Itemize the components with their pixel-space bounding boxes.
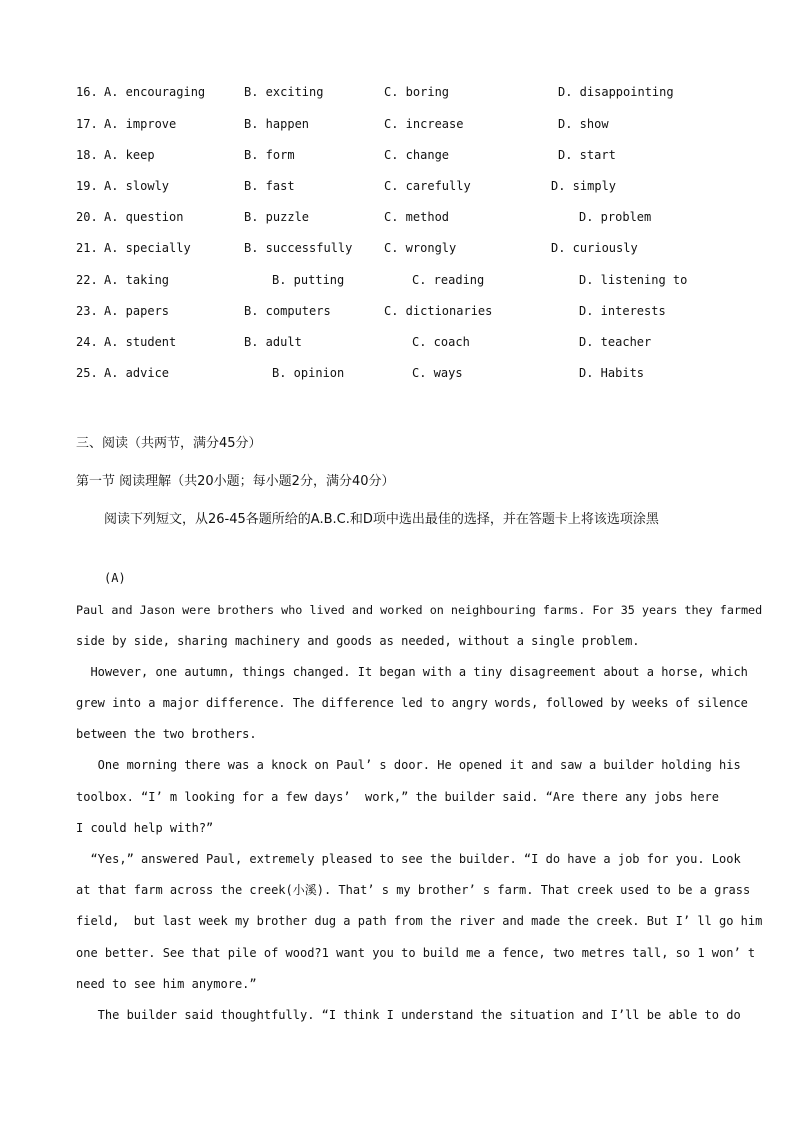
passage-label: (A) <box>104 571 126 585</box>
option-a: A. question <box>104 210 184 224</box>
option-d: D. curiously <box>551 241 638 255</box>
option-b: B. form <box>244 148 295 162</box>
question-row-17 <box>0 114 609 134</box>
question-row-22 <box>0 270 688 290</box>
passage-line: The builder said thoughtfully. “I think I understand the situation and I’ll be able to do <box>76 1008 741 1022</box>
passage-line: field, but last week my brother dug a path from the river and made the creek. But I’ ll go him <box>76 914 763 928</box>
option-b: B. happen <box>244 117 310 131</box>
option-b: B. exciting <box>244 85 324 99</box>
question-row-25 <box>0 363 645 383</box>
passage-line: I could help with?” <box>76 821 214 835</box>
option-d: D. interests <box>579 304 666 318</box>
option-a: A. taking <box>104 273 170 287</box>
passage-line: between the two brothers. <box>76 727 257 741</box>
option-d: D. simply <box>551 179 617 193</box>
passage-line: at that farm across the creek(小溪). That’ s my brother’ s farm. That creek used to be a grass <box>76 883 751 897</box>
passage-line: need to see him anymore.” <box>76 977 257 991</box>
question-number: 17. <box>76 117 98 131</box>
option-d: D. start <box>558 148 616 162</box>
option-d: D. problem <box>579 210 652 224</box>
option-b: B. successfully <box>244 241 353 255</box>
passage-line: side by side, sharing machinery and goods as needed, without a single problem. <box>76 634 640 648</box>
option-b: B. puzzle <box>244 210 310 224</box>
option-c: C. reading <box>412 273 485 287</box>
option-a: A. student <box>104 335 177 349</box>
option-b: B. opinion <box>272 366 345 380</box>
option-b: B. putting <box>272 273 345 287</box>
option-d: D. Habits <box>579 366 645 380</box>
passage-line: Paul and Jason were brothers who lived and worked on neighbouring farms. For 35 years they farmed <box>76 603 763 617</box>
section-subtitle: 第一节 阅读理解（共20小题；每小题2分，满分40分） <box>76 474 395 489</box>
option-a: A. slowly <box>104 179 170 193</box>
option-a: A. specially <box>104 241 191 255</box>
section-title: 三、阅读（共两节，满分45分） <box>76 436 262 451</box>
question-number: 18. <box>76 148 98 162</box>
question-number: 16. <box>76 85 98 99</box>
option-c: C. boring <box>384 85 450 99</box>
option-c: C. carefully <box>384 179 471 193</box>
question-number: 22. <box>76 273 98 287</box>
passage-line: grew into a major difference. The difference led to angry words, followed by weeks of silence <box>76 696 748 710</box>
option-a: A. advice <box>104 366 170 380</box>
question-number: 19. <box>76 179 98 193</box>
question-row-24 <box>0 332 652 352</box>
option-b: B. adult <box>244 335 302 349</box>
option-a: A. improve <box>104 117 177 131</box>
passage-line: One morning there was a knock on Paul’ s door. He opened it and saw a builder holding his <box>76 758 741 772</box>
option-c: C. increase <box>384 117 464 131</box>
option-c: C. method <box>384 210 450 224</box>
option-c: C. wrongly <box>384 241 457 255</box>
option-d: D. show <box>558 117 609 131</box>
option-b: B. fast <box>244 179 295 193</box>
question-number: 23. <box>76 304 98 318</box>
section-instruction: 阅读下列短文，从26-45各题所给的A.B.C.和D项中选出最佳的选择，并在答题卡上将该选项涂黑 <box>104 512 659 527</box>
option-c: C. coach <box>412 335 470 349</box>
question-row-19 <box>0 176 617 196</box>
passage-line: toolbox. “I’ m looking for a few days’ work,” the builder said. “Are there any jobs here <box>76 790 719 804</box>
question-row-18 <box>0 145 616 165</box>
option-d: D. teacher <box>579 335 652 349</box>
option-a: A. papers <box>104 304 170 318</box>
passage-line: “Yes,” answered Paul, extremely pleased to see the builder. “I do have a job for you. Look <box>76 852 741 866</box>
option-d: D. listening to <box>579 273 688 287</box>
question-number: 20. <box>76 210 98 224</box>
question-number: 25. <box>76 366 98 380</box>
option-c: C. dictionaries <box>384 304 493 318</box>
option-b: B. computers <box>244 304 331 318</box>
option-c: C. change <box>384 148 450 162</box>
option-a: A. encouraging <box>104 85 206 99</box>
question-row-20 <box>0 207 652 227</box>
passage-line: one better. See that pile of wood?1 want you to build me a fence, two metres tall, so 1 won’ t <box>76 946 756 960</box>
question-row-23 <box>0 301 666 321</box>
option-d: D. disappointing <box>558 85 674 99</box>
passage-line: However, one autumn, things changed. It began with a tiny disagreement about a horse, which <box>76 665 748 679</box>
question-row-16 <box>0 82 674 102</box>
question-number: 24. <box>76 335 98 349</box>
option-c: C. ways <box>412 366 463 380</box>
question-row-21 <box>0 238 638 258</box>
question-number: 21. <box>76 241 98 255</box>
option-a: A. keep <box>104 148 155 162</box>
